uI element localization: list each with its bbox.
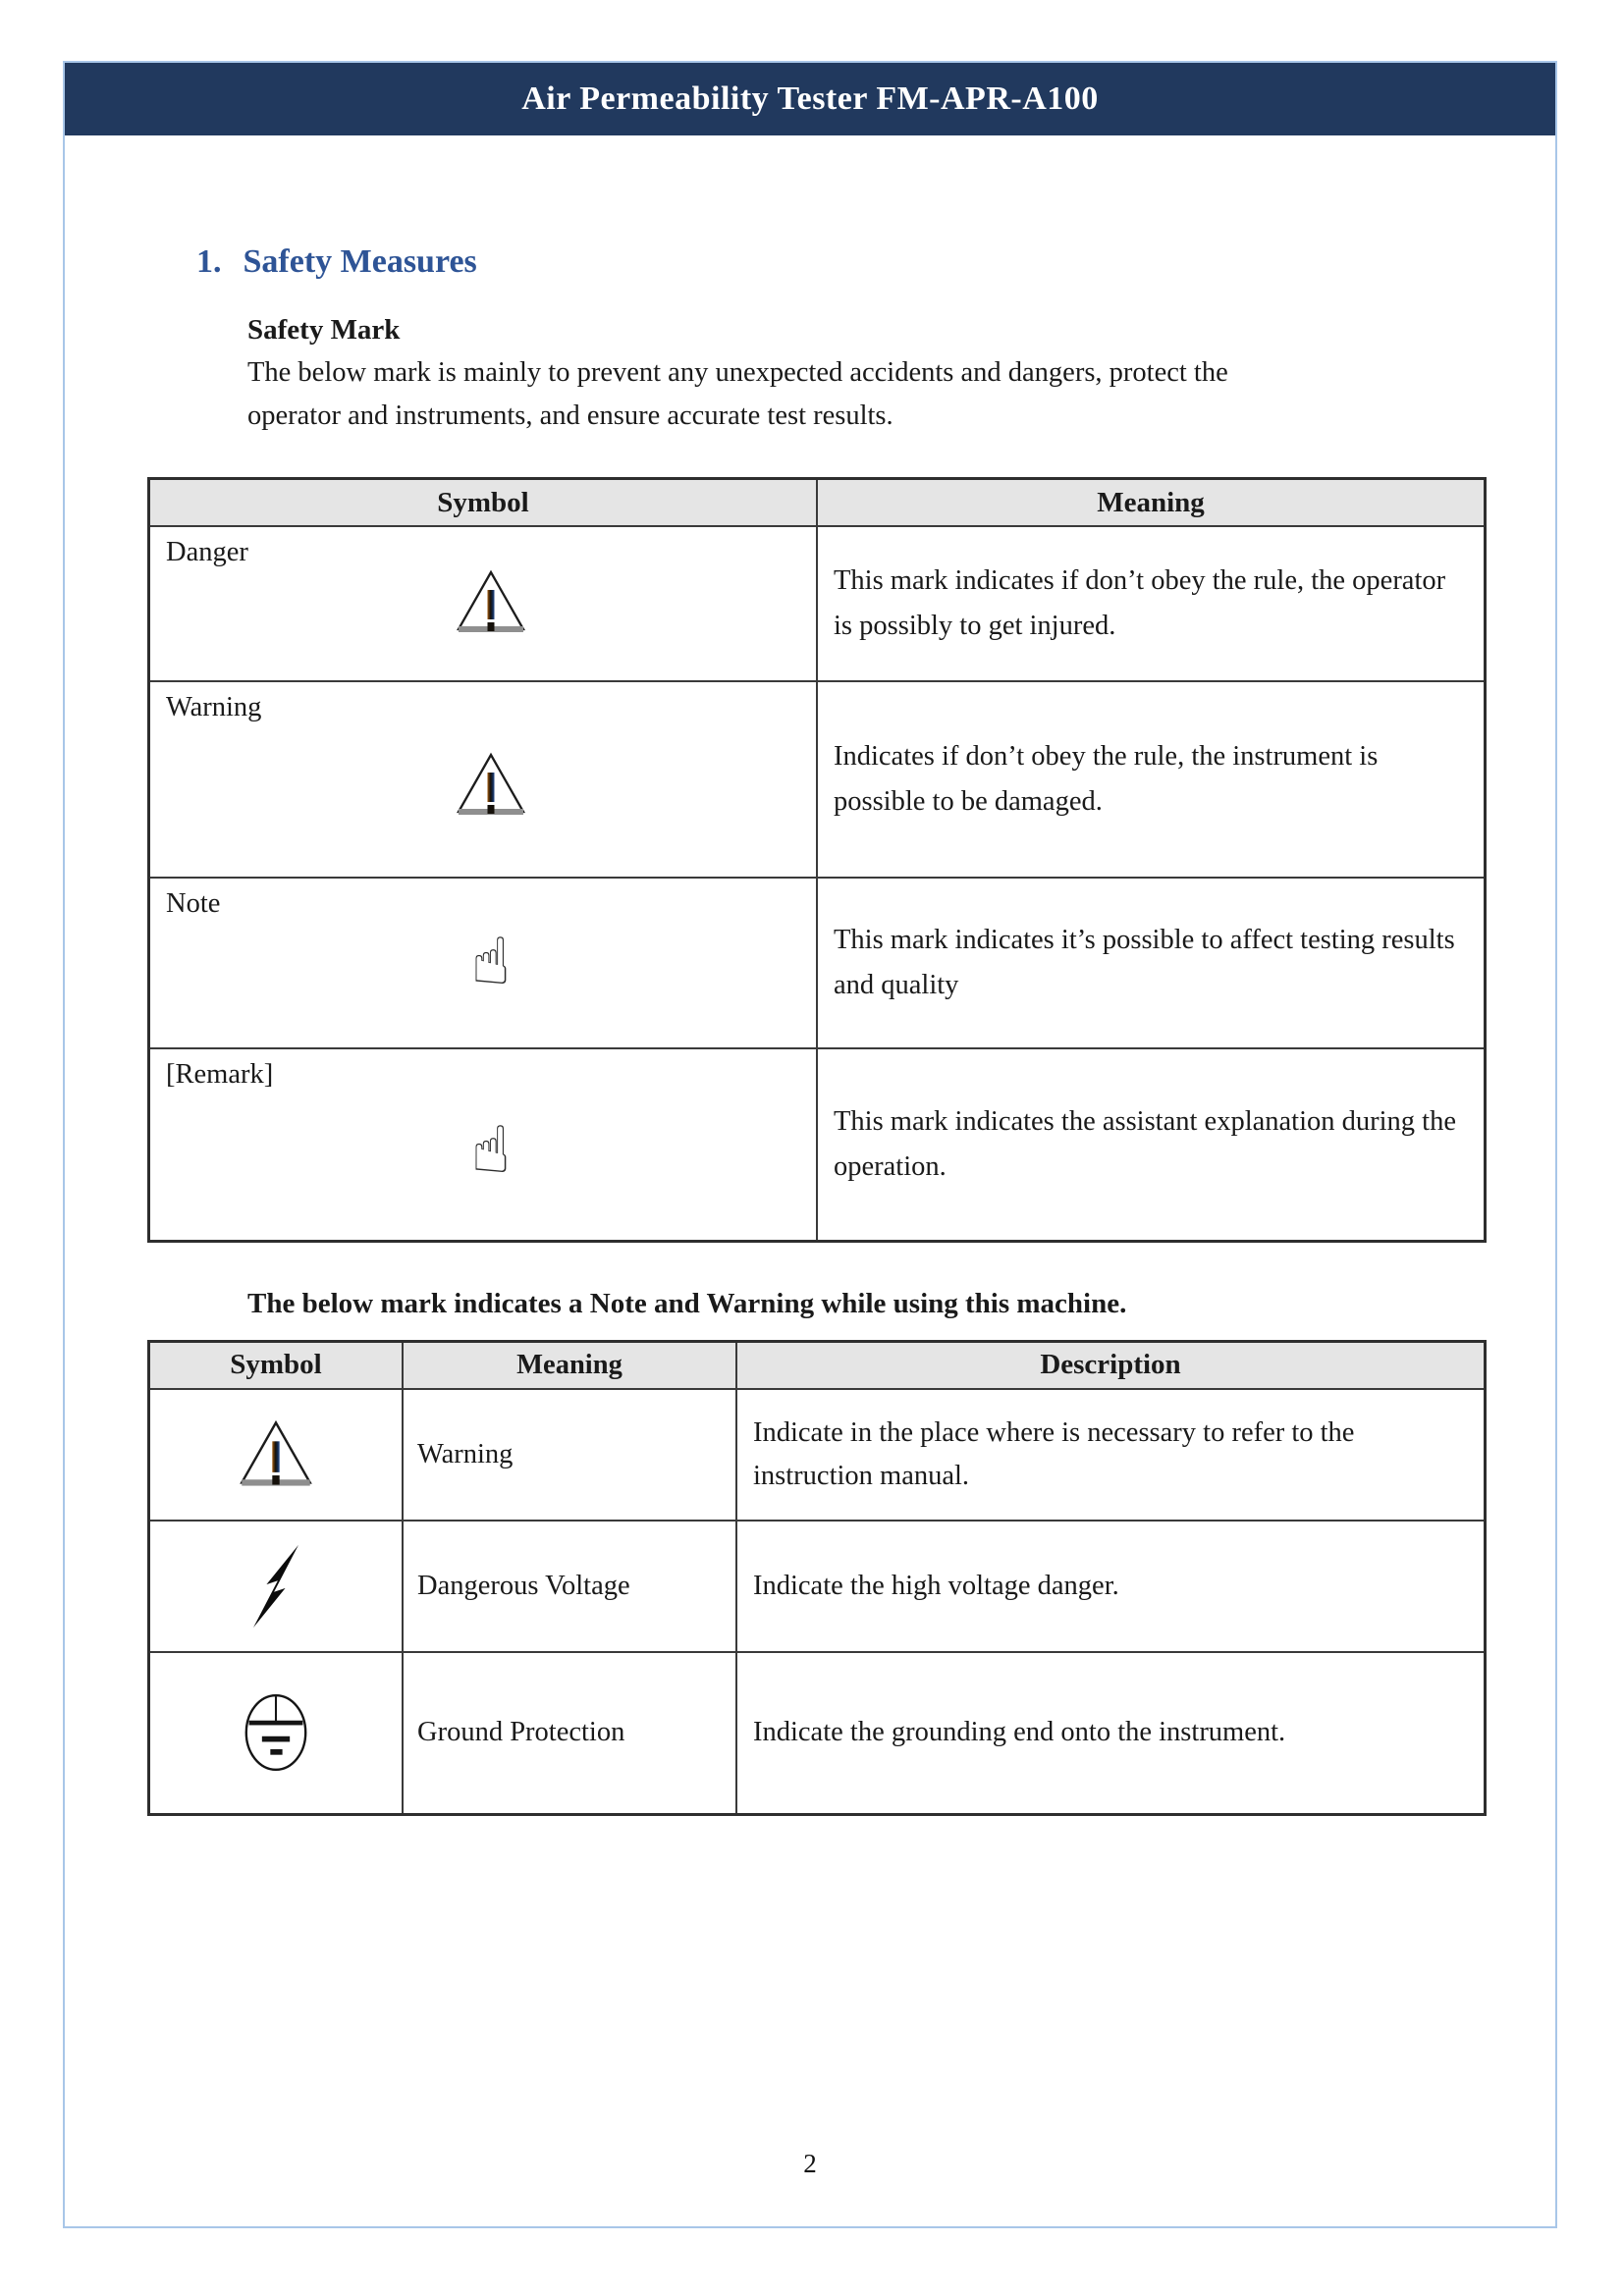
symbol-label: Note [166, 888, 221, 919]
header-title: Air Permeability Tester FM-APR-A100 [521, 80, 1099, 117]
table-row-dangerous-voltage [149, 1521, 1486, 1652]
meaning-cell: Warning [403, 1389, 736, 1521]
section-number: 1. [196, 243, 222, 280]
safety-mark-body: The below mark is mainly to prevent any unexpected accidents and dangers, protect the operator and instruments, and ensure accurate test results. [247, 357, 1228, 431]
table-header-cell-meaning: Meaning [403, 1341, 736, 1389]
table-row-ground-protection [149, 1652, 1486, 1815]
ground-protection-icon [243, 1724, 309, 1740]
symbol-cell [149, 526, 818, 681]
meaning-cell: Ground Protection [403, 1652, 736, 1815]
table-row-warning-symbol [149, 1389, 1486, 1521]
page-border-frame [63, 61, 1557, 2228]
warning-triangle-icon [237, 1445, 315, 1462]
symbol-cell [149, 1521, 404, 1652]
safety-mark-heading: Safety Mark [247, 314, 401, 346]
meaning-cell: This mark indicates it’s possible to affect testing results and quality [817, 878, 1486, 1048]
lightning-bolt-icon [247, 1576, 304, 1593]
table-row-remark [149, 1048, 1486, 1241]
table-row-danger [149, 526, 1486, 681]
symbol-cell [149, 1652, 404, 1815]
table-row-note [149, 878, 1486, 1048]
table-header-cell-symbol: Symbol [149, 479, 818, 527]
note-warning-line: The below mark indicates a Note and Warning while using this machine. [247, 1287, 1127, 1319]
symbol-cell [149, 681, 818, 878]
safety-mark-intro [247, 314, 1555, 438]
safety-mark-table [147, 477, 1487, 1243]
table-header-row [149, 479, 1486, 527]
section-heading [196, 243, 1555, 281]
table-header-row [149, 1341, 1486, 1389]
table-header-cell-meaning: Meaning [817, 479, 1486, 527]
symbol-cell [149, 1389, 404, 1521]
page-number: 2 [803, 2149, 817, 2178]
header-bar [65, 63, 1555, 135]
pointing-hand-icon: ☝ [470, 924, 512, 999]
symbol-cell [149, 1048, 818, 1241]
meaning-cell: This mark indicates if don’t obey the rule, the operator is possibly to get injured. [817, 526, 1486, 681]
symbol-cell [149, 878, 818, 1048]
symbol-label: [Remark] [166, 1059, 274, 1090]
pointing-hand-icon: ☝ [470, 1112, 512, 1188]
symbol-label: Warning [166, 692, 262, 722]
table-row-warning [149, 681, 1486, 878]
meaning-cell: This mark indicates the assistant explanation during the operation. [817, 1048, 1486, 1241]
symbol-label: Danger [166, 537, 248, 567]
description-cell: Indicate the high voltage danger. [736, 1521, 1486, 1652]
section-title: Safety Measures [243, 243, 477, 280]
meaning-cell: Dangerous Voltage [403, 1521, 736, 1652]
table-header-cell-description: Description [736, 1341, 1486, 1389]
description-cell: Indicate in the place where is necessary to refer to the instruction manual. [736, 1389, 1486, 1521]
note-warning-table [147, 1340, 1487, 1817]
warning-triangle-icon [166, 568, 816, 637]
warning-triangle-icon [166, 751, 816, 820]
meaning-cell: Indicates if don’t obey the rule, the instrument is possible to be damaged. [817, 681, 1486, 878]
table-header-cell-symbol: Symbol [149, 1341, 404, 1389]
description-cell: Indicate the grounding end onto the instrument. [736, 1652, 1486, 1815]
